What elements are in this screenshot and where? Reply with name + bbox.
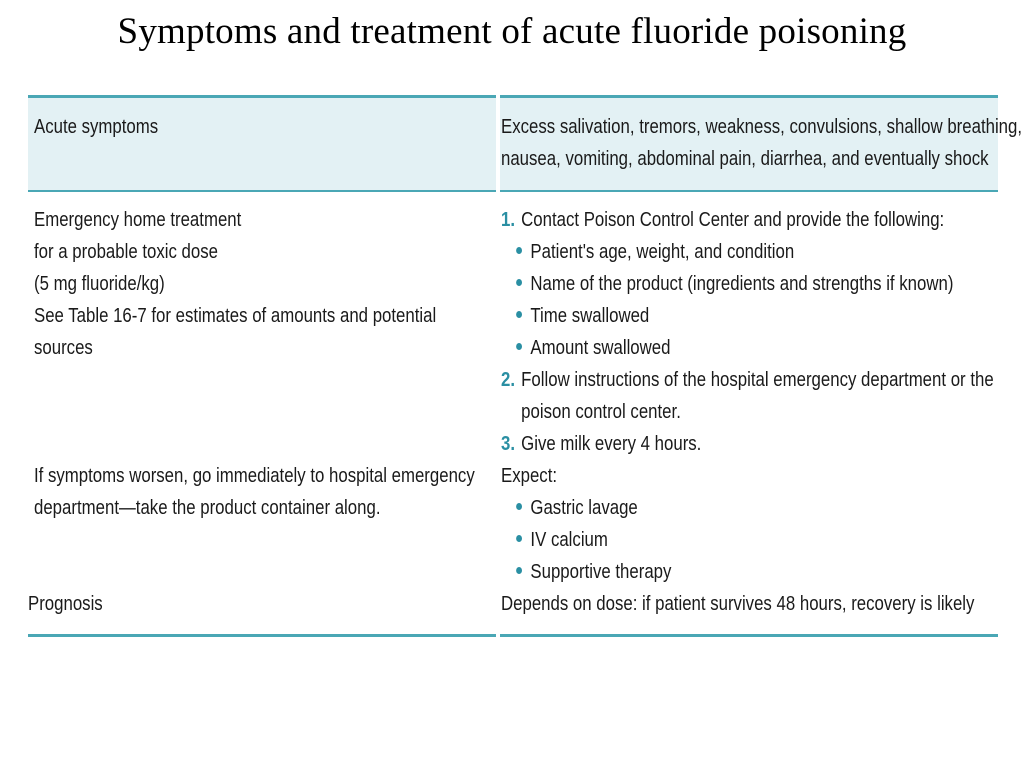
fluoride-poisoning-table bbox=[28, 95, 1023, 637]
prognosis-text: Depends on dose: if patient survives 48 hours, recovery is likely bbox=[501, 593, 975, 615]
step-3: 3. Give milk every 4 hours. bbox=[501, 428, 994, 460]
worsen-label: If symptoms worsen, go immediately to hospital emergency department—take the product container along. bbox=[34, 465, 475, 519]
prognosis-label: Prognosis bbox=[28, 593, 103, 615]
acute-symptoms-label: Acute symptoms bbox=[34, 116, 159, 138]
step-1: 1. Contact Poison Control Center and provide the following: bbox=[501, 204, 994, 236]
list-item: Name of the product (ingredients and strengths if known) bbox=[501, 268, 994, 300]
bullet-icon bbox=[516, 343, 522, 350]
step-number: 2. bbox=[501, 369, 516, 391]
expect-label: Expect: bbox=[501, 465, 558, 487]
step-number: 3. bbox=[501, 433, 516, 455]
column-gap bbox=[496, 95, 500, 637]
step-2: 2. Follow instructions of the hospital emergency department or the bbox=[501, 364, 994, 396]
list-item: IV calcium bbox=[501, 524, 671, 556]
header-divider-rule bbox=[28, 190, 998, 192]
bullet-icon bbox=[516, 247, 522, 254]
emergency-treatment-label: Emergency home treatment for a probable toxic dose (5 mg fluoride/kg) See Table 16-7 for estimates of amounts and potential sources bbox=[34, 209, 437, 359]
bullet-icon bbox=[516, 279, 522, 286]
expect-list bbox=[501, 460, 671, 588]
top-rule bbox=[28, 95, 998, 98]
bottom-rule bbox=[28, 634, 998, 637]
acute-symptoms-description bbox=[501, 111, 1022, 175]
page-title: Symptoms and treatment of acute fluoride poisoning bbox=[117, 11, 907, 52]
acute-desc-line: Excess salivation, tremors, weakness, convulsions, shallow breathing, bbox=[501, 116, 1023, 138]
step-2-continuation: poison control center. bbox=[521, 401, 681, 423]
bullet-icon bbox=[516, 567, 522, 574]
bullet-icon bbox=[516, 311, 522, 318]
list-item: Time swallowed bbox=[501, 300, 994, 332]
list-item: Supportive therapy bbox=[501, 556, 671, 588]
step-number: 1. bbox=[501, 209, 516, 231]
emergency-treatment-steps bbox=[501, 204, 994, 460]
bullet-icon bbox=[516, 503, 522, 510]
acute-desc-line: nausea, vomiting, abdominal pain, diarrhea, and eventually shock bbox=[501, 148, 989, 170]
list-item: Gastric lavage bbox=[501, 492, 671, 524]
list-item: Amount swallowed bbox=[501, 332, 994, 364]
bullet-icon bbox=[516, 535, 522, 542]
list-item: Patient's age, weight, and condition bbox=[501, 236, 994, 268]
